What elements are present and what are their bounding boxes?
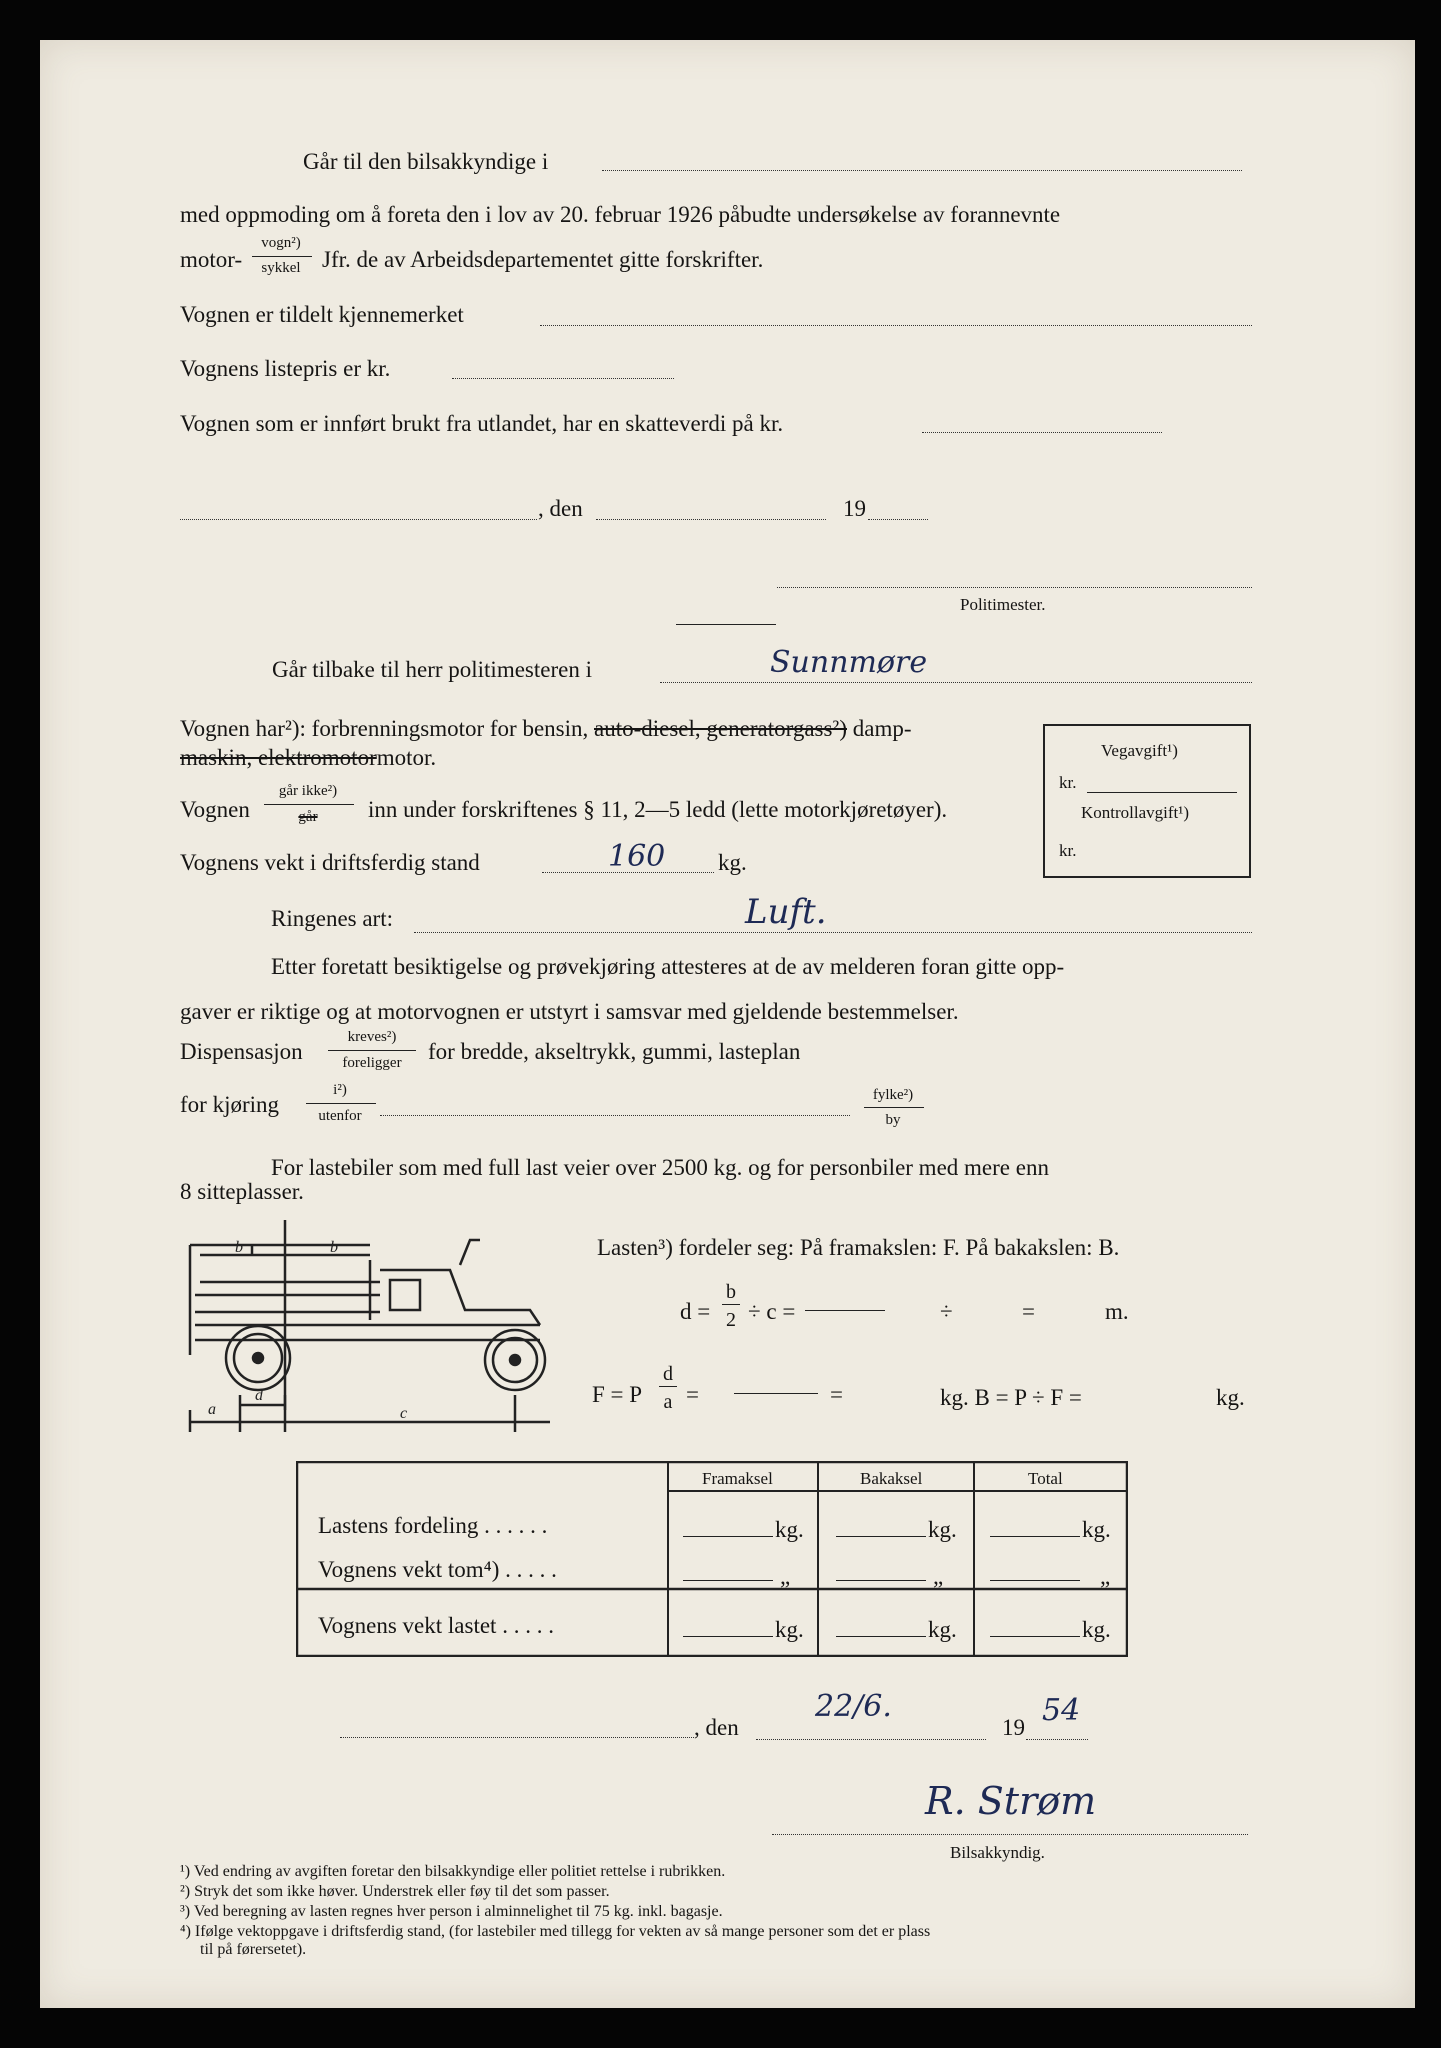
cell-lastet-bak: kg. bbox=[928, 1617, 957, 1642]
line-jfr: Jfr. de av Arbeidsdepartementet gitte forskrifter. bbox=[322, 247, 764, 272]
cell-lastet-total: kg. bbox=[1082, 1617, 1111, 1642]
frac-line bbox=[659, 1386, 677, 1387]
motor-prefix: motor- bbox=[180, 247, 243, 272]
har-suffix: damp- bbox=[852, 716, 912, 741]
cell-lastens-fram: kg. bbox=[775, 1517, 804, 1542]
th-framaksel: Framaksel bbox=[702, 1469, 773, 1488]
footnote-4-cont: til på førersetet). bbox=[200, 1941, 307, 1958]
label-den: , den bbox=[538, 496, 583, 521]
har-line2-suffix: motor. bbox=[376, 745, 437, 770]
label-sign-den: , den bbox=[694, 1715, 739, 1740]
label-kr2: kr. bbox=[1059, 841, 1077, 860]
har-struck: auto-diesel, generatorgass²) bbox=[594, 716, 847, 741]
th-bakaksel: Bakaksel bbox=[860, 1469, 923, 1488]
formula-eq3: = bbox=[830, 1382, 843, 1407]
field-gar-tilbake[interactable] bbox=[660, 682, 1252, 683]
label-year: 19 bbox=[843, 496, 866, 521]
field-F-fraction[interactable] bbox=[734, 1393, 818, 1394]
formula-minus-c: ÷ c = bbox=[748, 1299, 796, 1324]
field-tom-total[interactable] bbox=[990, 1580, 1080, 1581]
field-listepris[interactable] bbox=[452, 378, 674, 379]
label-politimester: Politimester. bbox=[960, 595, 1046, 614]
disp-denominator: foreligger bbox=[342, 1055, 402, 1071]
vogn-numerator: vogn²) bbox=[261, 235, 301, 251]
vognen-har-line2 bbox=[180, 746, 436, 769]
field-ringenes[interactable] bbox=[414, 932, 1252, 933]
formula-2: 2 bbox=[726, 1309, 736, 1331]
formula-eq2: = bbox=[686, 1382, 699, 1407]
diagram-label-c: c bbox=[400, 1405, 408, 1422]
frac-line bbox=[864, 1107, 924, 1108]
cell-lastens-total: kg. bbox=[1082, 1517, 1111, 1542]
field-c[interactable] bbox=[805, 1310, 885, 1311]
formula-a: a bbox=[663, 1391, 673, 1413]
formula-eq: = bbox=[1022, 1299, 1035, 1324]
footnote-3: ³) Ved beregning av lasten regnes hver person i alminnelighet til 75 kg. inkl. bagasje. bbox=[180, 1903, 723, 1920]
field-politimester-signature[interactable] bbox=[777, 587, 1252, 588]
formula-F-eq: F = P bbox=[592, 1382, 643, 1407]
th-total: Total bbox=[1028, 1469, 1063, 1488]
vegavgift-box bbox=[1043, 724, 1251, 878]
field-sign-date[interactable] bbox=[756, 1739, 986, 1740]
kjoring-denominator: utenfor bbox=[318, 1108, 362, 1124]
field-lastet-fram[interactable] bbox=[683, 1636, 773, 1637]
row-label-lastens: Lastens fordeling . . . . . . bbox=[318, 1513, 548, 1538]
disp-numerator: kreves²) bbox=[347, 1029, 397, 1045]
field-lastet-bak[interactable] bbox=[836, 1636, 926, 1637]
field-lastens-total[interactable] bbox=[990, 1536, 1080, 1537]
line-gar-til: Går til den bilsakkyndige i bbox=[303, 149, 549, 174]
label-vekt: Vognens vekt i driftsferdig stand bbox=[180, 850, 480, 875]
formula-minus: ÷ bbox=[940, 1299, 953, 1324]
field-kjennemerke[interactable] bbox=[540, 325, 1252, 326]
form-page bbox=[40, 40, 1415, 2008]
text-lastebiler1: For lastebiler som med full last veier over 2500 kg. og for personbiler med mere enn bbox=[271, 1155, 1049, 1180]
frac-line bbox=[306, 1103, 376, 1104]
label-kr1: kr. bbox=[1059, 773, 1077, 792]
frac-line bbox=[264, 804, 354, 805]
text-lasten: Lasten³) fordeler seg: På framakslen: F. På bakakslen: B. bbox=[597, 1235, 1120, 1260]
diagram-label-b2: b bbox=[330, 1239, 338, 1256]
truck-diagram bbox=[180, 1210, 560, 1440]
divider bbox=[676, 624, 776, 625]
field-place[interactable] bbox=[180, 519, 537, 520]
row-label-tom: Vognens vekt tom⁴) . . . . . bbox=[318, 1557, 557, 1582]
text-etter1: Etter foretatt besiktigelse og prøvekjøring attesteres at de av melderen foran gitte opp- bbox=[271, 954, 1065, 979]
formula-b: b bbox=[726, 1281, 736, 1303]
field-lastet-total[interactable] bbox=[990, 1636, 1080, 1637]
field-lastens-bak[interactable] bbox=[836, 1536, 926, 1537]
cell-tom-bak: „ bbox=[933, 1564, 944, 1589]
text-lastebiler2: 8 sitteplasser. bbox=[180, 1179, 304, 1204]
field-kjoring[interactable] bbox=[380, 1115, 850, 1116]
gar-suffix: inn under forskriftenes § 11, 2—5 ledd (lette motorkjøretøyer). bbox=[368, 797, 948, 822]
gar-prefix: Vognen bbox=[180, 797, 250, 822]
field-year[interactable] bbox=[868, 519, 928, 520]
cell-lastens-bak: kg. bbox=[928, 1517, 957, 1542]
label-skatteverdi: Vognen som er innført brukt fra utlandet, har en skatteverdi på kr. bbox=[180, 411, 784, 436]
formula-d-eq: d = bbox=[680, 1299, 711, 1324]
footnote-2: ²) Stryk det som ikke høver. Understrek eller føy til det som passer. bbox=[180, 1883, 610, 1900]
handwritten-year: 54 bbox=[1042, 1693, 1081, 1728]
disp-suffix: for bredde, akseltrykk, gummi, lasteplan bbox=[428, 1039, 801, 1064]
gar-denominator: går bbox=[298, 809, 318, 825]
field-sign-place[interactable] bbox=[340, 1737, 694, 1738]
frac-line bbox=[328, 1050, 416, 1051]
vekt-unit: kg. bbox=[718, 850, 747, 875]
text-etter2: gaver er riktige og at motorvognen er utstyrt i samsvar med gjeldende bestemmelser. bbox=[180, 999, 959, 1024]
fylke-numerator: fylke²) bbox=[872, 1087, 914, 1103]
field-tom-fram[interactable] bbox=[683, 1580, 773, 1581]
label-sign-year: 19 bbox=[1002, 1715, 1025, 1740]
field-vegavgift[interactable] bbox=[1087, 792, 1237, 793]
label-listepris: Vognens listepris er kr. bbox=[180, 356, 391, 381]
field-bilsakkyndig-signature[interactable] bbox=[772, 1834, 1248, 1835]
handwritten-160: 160 bbox=[608, 839, 666, 874]
label-kjennemerke: Vognen er tildelt kjennemerket bbox=[180, 302, 464, 327]
label-kontrollavgift: Kontrollavgift¹) bbox=[1081, 803, 1190, 822]
kjoring-prefix: for kjøring bbox=[180, 1092, 280, 1117]
vognen-har bbox=[180, 717, 912, 740]
field-lastens-fram[interactable] bbox=[683, 1536, 773, 1537]
field-date[interactable] bbox=[596, 519, 826, 520]
cell-lastet-fram: kg. bbox=[775, 1617, 804, 1642]
vogn-denominator: sykkel bbox=[261, 260, 301, 276]
cell-tom-fram: „ bbox=[780, 1564, 791, 1589]
diagram-label-a: a bbox=[208, 1401, 216, 1418]
field-tom-bak[interactable] bbox=[836, 1580, 926, 1581]
row-label-lastet: Vognens vekt lastet . . . . . bbox=[318, 1613, 554, 1638]
diagram-label-d: d bbox=[255, 1387, 263, 1404]
label-ringenes: Ringenes art: bbox=[271, 906, 393, 931]
fylke-denominator: by bbox=[885, 1112, 901, 1128]
formula-kg-B: kg. B = P ÷ F = bbox=[940, 1385, 1082, 1410]
field-sign-year[interactable] bbox=[1026, 1739, 1088, 1740]
formula-m: m. bbox=[1105, 1299, 1129, 1324]
har-line2-struck: maskin, elektromotor bbox=[180, 745, 377, 770]
frac-line bbox=[722, 1304, 740, 1305]
footnote-1: ¹) Ved endring av avgiften foretar den bilsakkyndige eller politiet rettelse i rubrikken. bbox=[180, 1863, 726, 1880]
label-vegavgift: Vegavgift¹) bbox=[1101, 741, 1178, 760]
label-bilsakkyndig: Bilsakkyndig. bbox=[950, 1843, 1045, 1862]
handwritten-luft: Luft. bbox=[745, 892, 827, 932]
formula-kg: kg. bbox=[1216, 1385, 1245, 1410]
diagram-label-b1: b bbox=[235, 1239, 243, 1256]
gar-numerator: går ikke²) bbox=[278, 783, 338, 799]
line-oppmoding: med oppmoding om å foreta den i lov av 20. februar 1926 påbudte undersøkelse av forannevnte bbox=[180, 202, 1061, 227]
label-gar-tilbake: Går tilbake til herr politimesteren i bbox=[272, 657, 592, 682]
handwritten-signature: R. Strøm bbox=[925, 1779, 1097, 1823]
handwritten-sunnmore: Sunnmøre bbox=[770, 645, 928, 680]
formula-d: d bbox=[663, 1363, 673, 1385]
cell-tom-total: „ bbox=[1100, 1564, 1111, 1589]
har-prefix: Vognen har²): forbrenningsmotor for bensin, bbox=[180, 716, 589, 741]
disp-prefix: Dispensasjon bbox=[180, 1039, 303, 1064]
field-skatteverdi[interactable] bbox=[922, 432, 1162, 433]
footnote-4: ⁴) Ifølge vektoppgave i driftsferdig stand, (for lastebiler med tillegg for vekten av så mange personer som det er plass bbox=[180, 1923, 931, 1940]
frac-line bbox=[252, 256, 312, 257]
field-bilsakkyndige-place[interactable] bbox=[602, 170, 1242, 171]
handwritten-date: 22/6. bbox=[815, 1689, 892, 1724]
kjoring-numerator: i²) bbox=[333, 1082, 347, 1098]
